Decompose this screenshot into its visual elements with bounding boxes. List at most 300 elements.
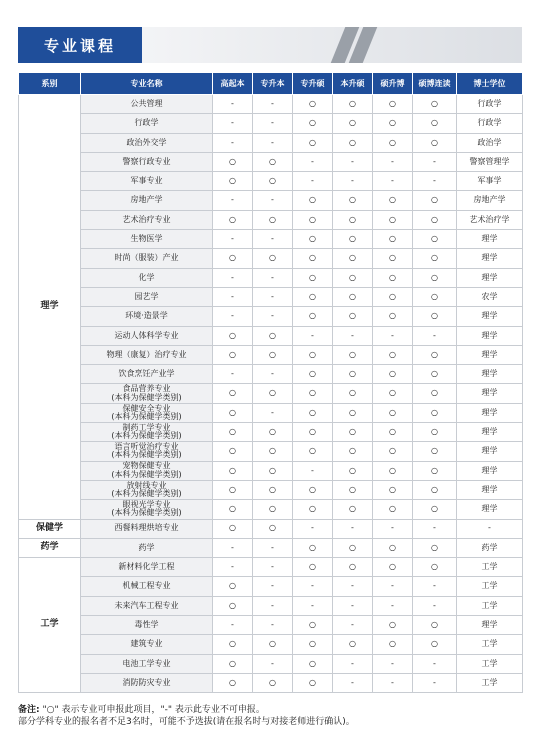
table-row	[19, 442, 523, 461]
availability-cell: ○	[213, 500, 253, 519]
program-name-cell: 物理（康复）治疗专业	[81, 345, 213, 364]
availability-cell: ○	[333, 210, 373, 229]
column-header: 硕博连读	[413, 73, 457, 95]
availability-cell: ○	[253, 461, 293, 480]
availability-cell: ○	[293, 307, 333, 326]
availability-cell: -	[373, 172, 413, 191]
table-row	[19, 133, 523, 152]
availability-cell: ○	[373, 616, 413, 635]
availability-cell: ○	[413, 191, 457, 210]
availability-cell: -	[333, 673, 373, 692]
availability-cell: ○	[213, 152, 253, 171]
availability-cell: ○	[373, 287, 413, 306]
availability-cell: -	[213, 307, 253, 326]
program-name-cell: 时尚（服装）产业	[81, 249, 213, 268]
note-line-2: 部分学科专业的报名者不足3名时，可能不予选拔(请在报名时与对接老师进行确认)。	[18, 717, 355, 727]
availability-cell: ○	[373, 307, 413, 326]
availability-cell: ○	[333, 133, 373, 152]
availability-cell: -	[253, 365, 293, 384]
doctoral-degree-cell: 工学	[457, 577, 523, 596]
availability-cell: -	[253, 558, 293, 577]
availability-cell: -	[253, 403, 293, 422]
doctoral-degree-cell: -	[457, 519, 523, 538]
availability-cell: ○	[373, 635, 413, 654]
availability-cell: -	[253, 287, 293, 306]
availability-cell: ○	[293, 423, 333, 442]
availability-cell: ○	[333, 384, 373, 403]
availability-cell: ○	[293, 268, 333, 287]
table-row	[19, 577, 523, 596]
program-name-cell: 毒性学	[81, 616, 213, 635]
availability-cell: ○	[413, 403, 457, 422]
availability-cell: ○	[213, 326, 253, 345]
availability-cell: ○	[213, 577, 253, 596]
table-row	[19, 461, 523, 480]
availability-cell: -	[333, 172, 373, 191]
availability-cell: ○	[413, 133, 457, 152]
availability-cell: ○	[373, 191, 413, 210]
availability-cell: ○	[213, 654, 253, 673]
column-header: 专业名称	[81, 73, 213, 95]
availability-cell: ○	[373, 500, 413, 519]
table-row	[19, 152, 523, 171]
table-row	[19, 519, 523, 538]
availability-cell: ○	[373, 230, 413, 249]
availability-cell: ○	[373, 461, 413, 480]
table-row	[19, 230, 523, 249]
availability-cell: -	[413, 326, 457, 345]
program-name-cell: 政治外交学	[81, 133, 213, 152]
table-row	[19, 558, 523, 577]
availability-cell: ○	[213, 596, 253, 615]
availability-cell: ○	[253, 500, 293, 519]
availability-cell: ○	[413, 500, 457, 519]
doctoral-degree-cell: 理学	[457, 365, 523, 384]
availability-cell: ○	[413, 307, 457, 326]
table-row	[19, 345, 523, 364]
section-title: 专业课程	[18, 27, 142, 63]
availability-cell: ○	[253, 152, 293, 171]
category-cell: 工学	[19, 558, 81, 693]
availability-cell: ○	[413, 461, 457, 480]
doctoral-degree-cell: 理学	[457, 326, 523, 345]
availability-cell: ○	[333, 114, 373, 133]
table-body	[19, 95, 523, 693]
availability-cell: ○	[213, 172, 253, 191]
table-row	[19, 365, 523, 384]
program-name-cell: 食品营养专业 (本科为保健学类别)	[81, 384, 213, 403]
availability-cell: -	[253, 577, 293, 596]
availability-cell: ○	[293, 210, 333, 229]
doctoral-degree-cell: 理学	[457, 384, 523, 403]
program-name-cell: 公共管理	[81, 95, 213, 114]
availability-cell: ○	[413, 114, 457, 133]
availability-cell: ○	[373, 558, 413, 577]
availability-cell: ○	[413, 210, 457, 229]
availability-cell: -	[413, 519, 457, 538]
availability-cell: ○	[213, 384, 253, 403]
availability-cell: ○	[333, 365, 373, 384]
column-header: 系别	[19, 73, 81, 95]
doctoral-degree-cell: 理学	[457, 461, 523, 480]
table-row	[19, 480, 523, 499]
table-row	[19, 326, 523, 345]
availability-cell: ○	[253, 519, 293, 538]
availability-cell: -	[333, 596, 373, 615]
availability-cell: ○	[213, 423, 253, 442]
doctoral-degree-cell: 理学	[457, 616, 523, 635]
availability-cell: -	[253, 133, 293, 152]
availability-cell: ○	[413, 268, 457, 287]
availability-cell: -	[373, 673, 413, 692]
program-name-cell: 环境·造景学	[81, 307, 213, 326]
availability-cell: ○	[373, 538, 413, 557]
availability-cell: -	[333, 616, 373, 635]
table-row	[19, 287, 523, 306]
program-name-cell: 制药工学专业 (本科为保健学类别)	[81, 423, 213, 442]
availability-cell: ○	[253, 210, 293, 229]
doctoral-degree-cell: 行政学	[457, 114, 523, 133]
availability-cell: ○	[293, 616, 333, 635]
note-text-1: "○" 表示专业可申报此项目，"-" 表示此专业不可申报。	[42, 705, 265, 715]
table-row	[19, 673, 523, 692]
availability-cell: ○	[333, 480, 373, 499]
doctoral-degree-cell: 理学	[457, 480, 523, 499]
availability-cell: -	[213, 268, 253, 287]
doctoral-degree-cell: 房地产学	[457, 191, 523, 210]
availability-cell: ○	[293, 230, 333, 249]
table-row	[19, 538, 523, 557]
program-name-cell: 行政学	[81, 114, 213, 133]
availability-cell: ○	[333, 95, 373, 114]
availability-cell: -	[213, 95, 253, 114]
availability-cell: ○	[293, 384, 333, 403]
availability-cell: ○	[293, 365, 333, 384]
doctoral-degree-cell: 行政学	[457, 95, 523, 114]
program-name-cell: 化学	[81, 268, 213, 287]
availability-cell: ○	[293, 114, 333, 133]
table-row	[19, 635, 523, 654]
availability-cell: -	[213, 365, 253, 384]
doctoral-degree-cell: 政治学	[457, 133, 523, 152]
program-name-cell: 宠物保健专业 (本科为保健学类别)	[81, 461, 213, 480]
availability-cell: ○	[373, 480, 413, 499]
availability-cell: ○	[333, 403, 373, 422]
availability-cell: ○	[333, 635, 373, 654]
availability-cell: ○	[253, 384, 293, 403]
availability-cell: -	[213, 616, 253, 635]
availability-cell: ○	[333, 538, 373, 557]
program-name-cell: 饮食烹饪产业学	[81, 365, 213, 384]
program-name-cell: 房地产学	[81, 191, 213, 210]
availability-cell: ○	[333, 500, 373, 519]
program-name-cell: 保健安全专业 (本科为保健学类别)	[81, 403, 213, 422]
availability-cell: ○	[253, 249, 293, 268]
table-row	[19, 500, 523, 519]
note-line-1	[18, 704, 522, 716]
doctoral-degree-cell: 军事学	[457, 172, 523, 191]
program-name-cell: 消防防灾专业	[81, 673, 213, 692]
program-name-cell: 电池工学专业	[81, 654, 213, 673]
program-name-cell: 未来汽车工程专业	[81, 596, 213, 615]
column-header: 高起本	[213, 73, 253, 95]
availability-cell: ○	[373, 95, 413, 114]
availability-cell: ○	[213, 673, 253, 692]
doctoral-degree-cell: 理学	[457, 403, 523, 422]
availability-cell: ○	[373, 345, 413, 364]
doctoral-degree-cell: 警察管理学	[457, 152, 523, 171]
table-row	[19, 384, 523, 403]
availability-cell: ○	[373, 365, 413, 384]
availability-cell: ○	[253, 326, 293, 345]
page-header	[0, 0, 540, 70]
availability-cell: -	[293, 519, 333, 538]
availability-cell: ○	[213, 519, 253, 538]
availability-cell: -	[413, 596, 457, 615]
availability-cell: -	[373, 654, 413, 673]
availability-cell: -	[253, 538, 293, 557]
availability-cell: ○	[413, 95, 457, 114]
availability-cell: ○	[253, 423, 293, 442]
doctoral-degree-cell: 理学	[457, 307, 523, 326]
category-cell: 理学	[19, 95, 81, 520]
program-name-cell: 西餐料理烘培专业	[81, 519, 213, 538]
table-row	[19, 95, 523, 114]
table-row	[19, 654, 523, 673]
availability-cell: ○	[333, 191, 373, 210]
program-name-cell: 生物医学	[81, 230, 213, 249]
availability-cell: ○	[293, 191, 333, 210]
availability-cell: -	[333, 654, 373, 673]
program-name-cell: 建筑专业	[81, 635, 213, 654]
program-name-cell: 艺术治疗专业	[81, 210, 213, 229]
table-row	[19, 403, 523, 422]
availability-cell: -	[413, 673, 457, 692]
availability-cell: -	[293, 461, 333, 480]
availability-cell: ○	[333, 287, 373, 306]
availability-cell: -	[253, 654, 293, 673]
availability-cell: ○	[253, 635, 293, 654]
category-cell: 保健学	[19, 519, 81, 538]
doctoral-degree-cell: 艺术治疗学	[457, 210, 523, 229]
doctoral-degree-cell: 理学	[457, 423, 523, 442]
availability-cell: ○	[413, 345, 457, 364]
program-name-cell: 运动人体科学专业	[81, 326, 213, 345]
availability-cell: ○	[293, 538, 333, 557]
availability-cell: ○	[253, 673, 293, 692]
availability-cell: -	[413, 654, 457, 673]
doctoral-degree-cell: 农学	[457, 287, 523, 306]
program-name-cell: 语言听觉治疗专业 (本科为保健学类别)	[81, 442, 213, 461]
availability-cell: ○	[373, 210, 413, 229]
doctoral-degree-cell: 理学	[457, 230, 523, 249]
program-name-cell: 机械工程专业	[81, 577, 213, 596]
program-name-cell: 眼视光学专业 (本科为保健学类别)	[81, 500, 213, 519]
availability-cell: -	[373, 326, 413, 345]
availability-cell: ○	[413, 442, 457, 461]
doctoral-degree-cell: 理学	[457, 500, 523, 519]
availability-cell: ○	[293, 635, 333, 654]
table-row	[19, 249, 523, 268]
program-name-cell: 军事专业	[81, 172, 213, 191]
availability-cell: -	[253, 268, 293, 287]
availability-cell: ○	[373, 133, 413, 152]
availability-cell: ○	[253, 345, 293, 364]
table-row	[19, 596, 523, 615]
availability-cell: ○	[293, 654, 333, 673]
table-row	[19, 423, 523, 442]
doctoral-degree-cell: 工学	[457, 596, 523, 615]
table-row	[19, 172, 523, 191]
availability-cell: ○	[333, 249, 373, 268]
availability-cell: -	[253, 114, 293, 133]
availability-cell: -	[253, 230, 293, 249]
doctoral-degree-cell: 工学	[457, 558, 523, 577]
availability-cell: -	[213, 133, 253, 152]
availability-cell: ○	[293, 403, 333, 422]
availability-cell: -	[413, 172, 457, 191]
availability-cell: -	[213, 287, 253, 306]
column-header: 硕升博	[373, 73, 413, 95]
availability-cell: -	[253, 307, 293, 326]
availability-cell: ○	[413, 230, 457, 249]
availability-cell: ○	[213, 442, 253, 461]
availability-cell: -	[253, 596, 293, 615]
column-header: 专升硕	[293, 73, 333, 95]
column-header: 本升硕	[333, 73, 373, 95]
availability-cell: ○	[333, 268, 373, 287]
table-row	[19, 210, 523, 229]
program-name-cell: 园艺学	[81, 287, 213, 306]
availability-cell: ○	[293, 287, 333, 306]
availability-cell: ○	[413, 480, 457, 499]
doctoral-degree-cell: 药学	[457, 538, 523, 557]
availability-cell: ○	[333, 442, 373, 461]
table-row	[19, 616, 523, 635]
availability-cell: ○	[413, 365, 457, 384]
availability-cell: ○	[373, 442, 413, 461]
column-header: 专升本	[253, 73, 293, 95]
availability-cell: -	[213, 191, 253, 210]
doctoral-degree-cell: 工学	[457, 635, 523, 654]
availability-cell: ○	[293, 345, 333, 364]
availability-cell: ○	[373, 114, 413, 133]
column-header: 博士学位	[457, 73, 523, 95]
availability-cell: -	[213, 558, 253, 577]
availability-cell: ○	[293, 558, 333, 577]
availability-cell: -	[293, 596, 333, 615]
availability-cell: -	[293, 152, 333, 171]
availability-cell: -	[333, 577, 373, 596]
availability-cell: -	[333, 519, 373, 538]
availability-cell: -	[413, 152, 457, 171]
table-header-row	[19, 73, 523, 95]
availability-cell: ○	[293, 480, 333, 499]
notes	[18, 704, 522, 728]
availability-cell: ○	[413, 287, 457, 306]
availability-cell: ○	[413, 249, 457, 268]
availability-cell: -	[413, 577, 457, 596]
availability-cell: ○	[213, 480, 253, 499]
availability-cell: -	[213, 230, 253, 249]
availability-cell: -	[213, 114, 253, 133]
availability-cell: ○	[373, 249, 413, 268]
table-row	[19, 307, 523, 326]
availability-cell: ○	[373, 403, 413, 422]
program-name-cell: 新材料化学工程	[81, 558, 213, 577]
availability-cell: ○	[213, 461, 253, 480]
program-name-cell: 药学	[81, 538, 213, 557]
availability-cell: ○	[293, 249, 333, 268]
availability-cell: -	[373, 519, 413, 538]
availability-cell: ○	[293, 673, 333, 692]
program-name-cell: 放射线专业 (本科为保健学类别)	[81, 480, 213, 499]
availability-cell: ○	[413, 538, 457, 557]
category-cell: 药学	[19, 538, 81, 557]
availability-cell: ○	[253, 442, 293, 461]
doctoral-degree-cell: 理学	[457, 268, 523, 287]
availability-cell: ○	[413, 423, 457, 442]
availability-cell: -	[213, 538, 253, 557]
availability-cell: -	[373, 577, 413, 596]
availability-cell: ○	[293, 442, 333, 461]
availability-cell: -	[293, 577, 333, 596]
table-row	[19, 268, 523, 287]
availability-cell: ○	[253, 172, 293, 191]
availability-cell: ○	[333, 461, 373, 480]
availability-cell: -	[293, 172, 333, 191]
availability-cell: -	[333, 152, 373, 171]
availability-cell: ○	[213, 345, 253, 364]
availability-cell: ○	[333, 423, 373, 442]
availability-cell: ○	[333, 230, 373, 249]
availability-cell: ○	[293, 133, 333, 152]
availability-cell: ○	[253, 480, 293, 499]
availability-cell: -	[373, 152, 413, 171]
availability-cell: -	[333, 326, 373, 345]
availability-cell: ○	[373, 268, 413, 287]
availability-cell: ○	[213, 635, 253, 654]
availability-cell: ○	[213, 249, 253, 268]
availability-cell: -	[253, 616, 293, 635]
availability-cell: -	[253, 95, 293, 114]
availability-cell: ○	[413, 558, 457, 577]
table-row	[19, 114, 523, 133]
program-name-cell: 警察行政专业	[81, 152, 213, 171]
availability-cell: -	[293, 326, 333, 345]
availability-cell: ○	[293, 95, 333, 114]
availability-cell: ○	[373, 423, 413, 442]
note-label: 备注:	[18, 705, 40, 715]
doctoral-degree-cell: 工学	[457, 673, 523, 692]
availability-cell: ○	[213, 403, 253, 422]
doctoral-degree-cell: 理学	[457, 442, 523, 461]
availability-cell: ○	[333, 345, 373, 364]
availability-cell: ○	[373, 384, 413, 403]
program-table	[18, 72, 523, 693]
doctoral-degree-cell: 理学	[457, 345, 523, 364]
availability-cell: ○	[333, 307, 373, 326]
availability-cell: ○	[413, 616, 457, 635]
availability-cell: -	[253, 191, 293, 210]
availability-cell: ○	[213, 210, 253, 229]
availability-cell: ○	[333, 558, 373, 577]
availability-cell: ○	[293, 500, 333, 519]
availability-cell: ○	[413, 384, 457, 403]
availability-cell: ○	[413, 635, 457, 654]
doctoral-degree-cell: 理学	[457, 249, 523, 268]
doctoral-degree-cell: 工学	[457, 654, 523, 673]
